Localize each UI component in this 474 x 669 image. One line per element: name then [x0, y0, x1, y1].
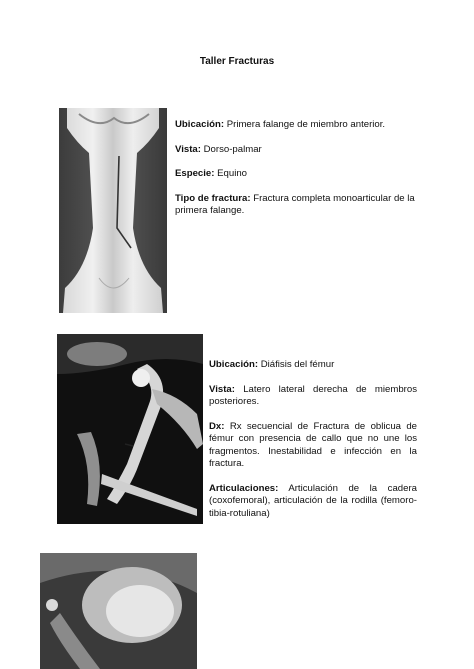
case1-fracture-type: Tipo de fractura: Fractura completa monoarticular de la primera falange.: [175, 192, 415, 216]
document-title: Taller Fracturas: [199, 56, 275, 67]
xray-image-phalanx: [59, 108, 167, 313]
case2-joints: Articulaciones: Articulación de la cadera (coxofemoral), articulación de la rodilla (femoro-tibia-rotuliana): [209, 482, 417, 519]
case2-info: [209, 359, 417, 532]
case2-diagnosis: Dx: Rx secuencial de Fractura de oblicua de fémur con presencia de callo que no une los fragmentos. Inestabilidad e infección en la fractura.: [209, 420, 418, 469]
case1-info: [175, 119, 419, 230]
case1-location: Ubicación: Primera falange de miembro anterior.: [175, 119, 386, 130]
case2-view: Vista: Latero lateral derecha de miembros posteriores.: [209, 383, 417, 407]
xray-image-joint: [40, 553, 197, 669]
xray-image-femur: [57, 334, 203, 524]
case1-species: Especie: Equino: [175, 168, 248, 179]
case1-view: Vista: Dorso-palmar: [175, 143, 262, 155]
case2-location: Ubicación: Diáfisis del fémur: [209, 359, 335, 370]
